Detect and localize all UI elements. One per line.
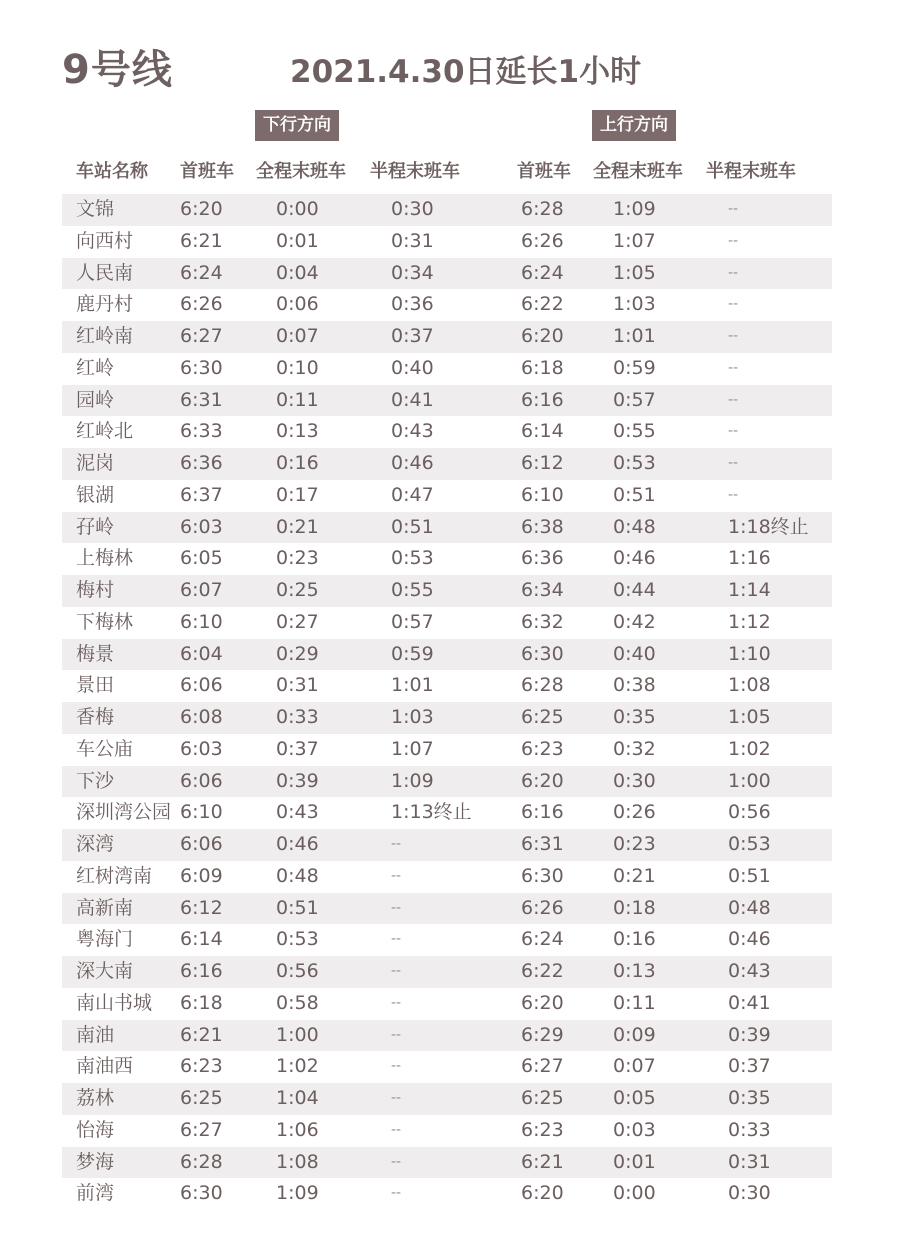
station-name-cell: 梦海 [76, 1150, 115, 1173]
table-row [62, 893, 832, 925]
down-last-half-cell: -- [391, 1026, 402, 1043]
up-last-half-cell: 0:51 [728, 864, 771, 887]
table-row [62, 797, 832, 829]
up-last-half-cell: -- [728, 201, 739, 217]
station-name-cell: 南油 [76, 1023, 115, 1046]
up-first-train-cell: 6:23 [521, 1118, 564, 1141]
down-first-train-cell: 6:07 [180, 579, 223, 601]
down-last-half-cell: -- [391, 867, 402, 884]
station-name-cell: 上梅林 [76, 547, 134, 570]
up-first-train-cell: 6:25 [521, 706, 564, 728]
down-last-half-cell: 1:13终止 [391, 801, 472, 824]
table-row [62, 1115, 832, 1147]
up-last-full-cell: 1:03 [613, 293, 656, 316]
up-last-full-cell: 0:59 [613, 356, 656, 379]
station-name-cell: 南油西 [76, 1055, 134, 1078]
up-last-half-cell: -- [728, 296, 739, 313]
down-last-half-cell: 0:31 [391, 229, 434, 252]
station-name-cell: 鹿丹村 [76, 293, 134, 316]
up-first-train-cell: 6:26 [521, 229, 564, 252]
up-first-train-cell: 6:36 [521, 547, 564, 570]
up-last-half-cell: 0:30 [728, 1182, 771, 1205]
station-name-cell: 红树湾南 [76, 864, 153, 887]
up-last-half-cell: -- [728, 328, 739, 344]
up-last-full-cell: 0:40 [613, 642, 656, 665]
down-first-train-cell: 6:03 [180, 515, 223, 538]
table-row [62, 194, 832, 226]
up-first-train-cell: 6:31 [521, 833, 564, 855]
down-last-half-cell: -- [391, 994, 402, 1011]
station-name-cell: 红岭 [76, 356, 115, 379]
up-first-train-cell: 6:34 [521, 579, 564, 601]
station-name-cell: 梅村 [76, 579, 115, 601]
down-first-train-cell: 6:08 [180, 706, 223, 728]
timetable-body [62, 194, 832, 1210]
down-last-full-cell: 0:29 [276, 642, 319, 665]
table-row [62, 1178, 832, 1210]
line-title: 9号线 [62, 47, 173, 93]
down-last-full-cell: 1:06 [276, 1118, 319, 1141]
down-last-full-cell: 0:10 [276, 356, 319, 379]
up-first-train-cell: 6:38 [521, 515, 564, 538]
station-name-cell: 银湖 [76, 483, 115, 506]
down-last-full-cell: 0:04 [276, 261, 319, 284]
down-first-train-cell: 6:25 [180, 1087, 223, 1109]
station-name-cell: 怡海 [76, 1118, 115, 1141]
up-first-train-cell: 6:26 [521, 896, 564, 919]
up-first-train-cell: 6:22 [521, 293, 564, 316]
table-row [62, 734, 832, 766]
table-row [62, 1051, 832, 1083]
header-station-name: 车站名称 [76, 161, 148, 182]
table-row [62, 1147, 832, 1179]
down-first-train-cell: 6:10 [180, 801, 223, 824]
up-first-train-cell: 6:25 [521, 1087, 564, 1109]
up-last-half-cell: 0:48 [728, 896, 771, 919]
down-last-half-cell: -- [391, 931, 402, 948]
up-last-half-cell: -- [728, 391, 739, 408]
up-last-half-cell: -- [728, 264, 739, 281]
up-last-full-cell: 0:07 [613, 1055, 656, 1078]
down-last-full-cell: 0:25 [276, 579, 319, 601]
down-last-full-cell: 0:48 [276, 864, 319, 887]
down-first-train-cell: 6:10 [180, 610, 223, 633]
table-row [62, 766, 832, 798]
up-last-full-cell: 0:44 [613, 579, 656, 601]
up-first-train-cell: 6:20 [521, 769, 564, 792]
down-direction-badge: 下行方向 [255, 110, 339, 141]
up-last-full-cell: 0:11 [613, 991, 656, 1014]
down-last-full-cell: 0:16 [276, 452, 319, 474]
down-last-half-cell: 0:47 [391, 483, 434, 506]
down-first-train-cell: 6:09 [180, 864, 223, 887]
down-last-half-cell: 0:30 [391, 198, 434, 220]
up-last-half-cell: 1:00 [728, 769, 771, 792]
up-last-half-cell: 1:08 [728, 674, 771, 697]
table-row [62, 385, 832, 417]
up-first-train-cell: 6:14 [521, 420, 564, 443]
up-first-train-cell: 6:16 [521, 801, 564, 824]
up-first-train-cell: 6:20 [521, 1182, 564, 1205]
up-first-train-cell: 6:27 [521, 1055, 564, 1078]
down-last-full-cell: 1:00 [276, 1023, 319, 1046]
down-first-train-cell: 6:16 [180, 960, 223, 982]
down-last-half-cell: 0:43 [391, 420, 434, 443]
down-last-half-cell: 1:03 [391, 706, 434, 728]
up-last-full-cell: 0:30 [613, 769, 656, 792]
down-last-full-cell: 0:23 [276, 547, 319, 570]
down-last-full-cell: 0:37 [276, 737, 319, 760]
up-last-half-cell: 1:02 [728, 737, 771, 760]
down-last-half-cell: -- [391, 1090, 402, 1106]
up-last-full-cell: 0:35 [613, 706, 656, 728]
up-last-half-cell: 0:56 [728, 801, 771, 824]
up-last-full-cell: 0:32 [613, 737, 656, 760]
down-last-full-cell: 0:56 [276, 960, 319, 982]
table-row [62, 353, 832, 385]
down-last-full-cell: 0:39 [276, 769, 319, 792]
up-last-half-cell: 0:39 [728, 1023, 771, 1046]
header-up-first-train: 首班车 [517, 161, 571, 182]
up-last-half-cell: -- [728, 455, 739, 471]
down-first-train-cell: 6:23 [180, 1055, 223, 1078]
up-last-full-cell: 0:00 [613, 1182, 656, 1205]
down-last-half-cell: -- [391, 1153, 402, 1170]
down-last-full-cell: 0:01 [276, 229, 319, 252]
down-last-full-cell: 0:27 [276, 610, 319, 633]
table-row [62, 512, 832, 544]
down-first-train-cell: 6:18 [180, 991, 223, 1014]
up-last-half-cell: 0:46 [728, 928, 771, 951]
table-row [62, 639, 832, 671]
up-last-half-cell: 1:16 [728, 547, 771, 570]
station-name-cell: 景田 [76, 674, 115, 697]
up-last-half-cell: 0:31 [728, 1150, 771, 1173]
up-last-full-cell: 0:23 [613, 833, 656, 855]
down-first-train-cell: 6:14 [180, 928, 223, 951]
down-last-full-cell: 0:46 [276, 833, 319, 855]
table-row [62, 1083, 832, 1115]
down-first-train-cell: 6:31 [180, 388, 223, 411]
table-row [62, 924, 832, 956]
up-first-train-cell: 6:24 [521, 261, 564, 284]
down-last-half-cell: -- [391, 1185, 402, 1202]
down-last-full-cell: 1:08 [276, 1150, 319, 1173]
down-last-full-cell: 0:58 [276, 991, 319, 1014]
up-first-train-cell: 6:28 [521, 198, 564, 220]
down-first-train-cell: 6:24 [180, 261, 223, 284]
table-row [62, 226, 832, 258]
up-last-full-cell: 0:13 [613, 960, 656, 982]
down-last-full-cell: 1:04 [276, 1087, 319, 1109]
station-name-cell: 泥岗 [76, 452, 115, 474]
up-direction-badge: 上行方向 [592, 110, 676, 141]
table-row [62, 416, 832, 448]
down-first-train-cell: 6:20 [180, 198, 223, 220]
station-name-cell: 文锦 [76, 198, 115, 220]
up-last-half-cell: 1:10 [728, 642, 771, 665]
up-last-full-cell: 0:38 [613, 674, 656, 697]
down-first-train-cell: 6:21 [180, 229, 223, 252]
down-first-train-cell: 6:21 [180, 1023, 223, 1046]
station-name-cell: 红岭北 [76, 420, 134, 443]
up-first-train-cell: 6:32 [521, 610, 564, 633]
down-last-full-cell: 0:13 [276, 420, 319, 443]
up-first-train-cell: 6:24 [521, 928, 564, 951]
up-last-full-cell: 0:05 [613, 1087, 656, 1109]
up-first-train-cell: 6:30 [521, 642, 564, 665]
down-first-train-cell: 6:30 [180, 1182, 223, 1205]
up-last-full-cell: 0:57 [613, 388, 656, 411]
up-last-half-cell: -- [728, 359, 739, 376]
up-last-half-cell: 0:43 [728, 960, 771, 982]
down-first-train-cell: 6:37 [180, 483, 223, 506]
station-name-cell: 人民南 [76, 261, 134, 284]
up-last-full-cell: 1:05 [613, 261, 656, 284]
down-last-full-cell: 1:02 [276, 1055, 319, 1078]
station-name-cell: 园岭 [76, 388, 115, 411]
header-down-first-train: 首班车 [180, 161, 234, 182]
table-row [62, 258, 832, 290]
up-last-full-cell: 0:46 [613, 547, 656, 570]
down-first-train-cell: 6:05 [180, 547, 223, 570]
down-first-train-cell: 6:28 [180, 1150, 223, 1173]
down-first-train-cell: 6:06 [180, 833, 223, 855]
table-row [62, 861, 832, 893]
up-first-train-cell: 6:20 [521, 325, 564, 347]
down-last-full-cell: 0:31 [276, 674, 319, 697]
down-last-full-cell: 0:43 [276, 801, 319, 824]
up-last-half-cell: 1:14 [728, 579, 771, 601]
up-first-train-cell: 6:12 [521, 452, 564, 474]
down-last-full-cell: 0:07 [276, 325, 319, 347]
down-last-full-cell: 1:09 [276, 1182, 319, 1205]
up-last-half-cell: 0:37 [728, 1055, 771, 1078]
down-last-half-cell: 0:53 [391, 547, 434, 570]
table-row [62, 321, 832, 353]
station-name-cell: 向西村 [76, 229, 134, 252]
down-last-half-cell: 0:41 [391, 388, 434, 411]
down-first-train-cell: 6:36 [180, 452, 223, 474]
up-last-half-cell: -- [728, 232, 739, 249]
up-last-half-cell: -- [728, 486, 739, 503]
up-first-train-cell: 6:22 [521, 960, 564, 982]
station-name-cell: 粤海门 [76, 928, 134, 951]
table-row [62, 829, 832, 861]
up-last-full-cell: 0:26 [613, 801, 656, 824]
down-last-half-cell: 0:57 [391, 610, 434, 633]
up-first-train-cell: 6:16 [521, 388, 564, 411]
down-last-half-cell: 0:55 [391, 579, 434, 601]
down-last-half-cell: -- [391, 1058, 402, 1075]
up-last-full-cell: 0:42 [613, 610, 656, 633]
station-name-cell: 前湾 [76, 1182, 115, 1205]
station-name-cell: 梅景 [76, 642, 115, 665]
station-name-cell: 下梅林 [76, 610, 134, 633]
up-first-train-cell: 6:23 [521, 737, 564, 760]
down-last-full-cell: 0:53 [276, 928, 319, 951]
down-last-half-cell: -- [391, 963, 402, 979]
down-first-train-cell: 6:30 [180, 356, 223, 379]
up-last-full-cell: 0:51 [613, 483, 656, 506]
down-first-train-cell: 6:03 [180, 737, 223, 760]
up-first-train-cell: 6:29 [521, 1023, 564, 1046]
up-last-full-cell: 0:16 [613, 928, 656, 951]
up-first-train-cell: 6:20 [521, 991, 564, 1014]
up-first-train-cell: 6:18 [521, 356, 564, 379]
up-first-train-cell: 6:21 [521, 1150, 564, 1173]
up-last-half-cell: 1:05 [728, 706, 771, 728]
up-last-full-cell: 0:18 [613, 896, 656, 919]
up-last-half-cell: 0:33 [728, 1118, 771, 1141]
up-last-half-cell: 0:35 [728, 1087, 771, 1109]
down-first-train-cell: 6:27 [180, 1118, 223, 1141]
up-first-train-cell: 6:10 [521, 483, 564, 506]
station-name-cell: 下沙 [76, 769, 115, 792]
station-name-cell: 红岭南 [76, 325, 134, 347]
header-up-last-half: 半程末班车 [706, 161, 796, 182]
up-last-full-cell: 0:03 [613, 1118, 656, 1141]
table-row [62, 702, 832, 734]
table-row [62, 670, 832, 702]
down-first-train-cell: 6:33 [180, 420, 223, 443]
table-row [62, 1020, 832, 1052]
up-last-full-cell: 1:09 [613, 198, 656, 220]
up-first-train-cell: 6:30 [521, 864, 564, 887]
station-name-cell: 香梅 [76, 706, 115, 728]
table-row [62, 543, 832, 575]
header-up-last-full: 全程末班车 [593, 161, 683, 182]
up-last-half-cell: 0:41 [728, 991, 771, 1014]
up-last-half-cell: -- [728, 423, 739, 440]
down-last-half-cell: 1:01 [391, 674, 434, 697]
table-row [62, 607, 832, 639]
station-name-cell: 车公庙 [76, 737, 134, 760]
down-last-half-cell: 0:37 [391, 325, 434, 347]
up-last-full-cell: 1:01 [613, 325, 656, 347]
down-last-half-cell: 0:40 [391, 356, 434, 379]
down-last-full-cell: 0:17 [276, 483, 319, 506]
down-first-train-cell: 6:06 [180, 674, 223, 697]
table-row [62, 956, 832, 988]
up-last-full-cell: 0:09 [613, 1023, 656, 1046]
down-last-half-cell: -- [391, 836, 402, 852]
down-last-full-cell: 0:21 [276, 515, 319, 538]
down-last-full-cell: 0:33 [276, 706, 319, 728]
down-first-train-cell: 6:27 [180, 325, 223, 347]
up-last-full-cell: 1:07 [613, 229, 656, 252]
down-last-full-cell: 0:06 [276, 293, 319, 316]
table-row [62, 289, 832, 321]
header-down-last-full: 全程末班车 [256, 161, 346, 182]
table-row [62, 448, 832, 480]
down-last-half-cell: 0:36 [391, 293, 434, 316]
down-last-full-cell: 0:11 [276, 388, 319, 411]
down-first-train-cell: 6:04 [180, 642, 223, 665]
down-last-half-cell: -- [391, 899, 402, 916]
table-row [62, 480, 832, 512]
station-name-cell: 南山书城 [76, 991, 153, 1014]
station-name-cell: 高新南 [76, 896, 134, 919]
station-name-cell: 孖岭 [76, 515, 115, 538]
down-first-train-cell: 6:26 [180, 293, 223, 316]
table-row [62, 988, 832, 1020]
up-last-half-cell: 1:12 [728, 610, 771, 633]
extension-notice: 2021.4.30日延长1小时 [290, 54, 642, 90]
header-down-last-half: 半程末班车 [370, 161, 460, 182]
down-last-half-cell: 0:59 [391, 642, 434, 665]
down-first-train-cell: 6:12 [180, 896, 223, 919]
down-last-full-cell: 0:51 [276, 896, 319, 919]
up-last-half-cell: 1:18终止 [728, 515, 809, 538]
up-last-full-cell: 0:53 [613, 452, 656, 474]
station-name-cell: 荔林 [76, 1087, 115, 1109]
up-last-full-cell: 0:01 [613, 1150, 656, 1173]
table-row [62, 575, 832, 607]
down-last-full-cell: 0:00 [276, 198, 319, 220]
down-last-half-cell: 0:51 [391, 515, 434, 538]
down-last-half-cell: 0:34 [391, 261, 434, 284]
down-last-half-cell: 1:07 [391, 737, 434, 760]
station-name-cell: 深大南 [76, 960, 134, 982]
down-last-half-cell: -- [391, 1121, 402, 1138]
up-last-full-cell: 0:48 [613, 515, 656, 538]
station-name-cell: 深湾 [76, 833, 115, 855]
down-last-half-cell: 1:09 [391, 769, 434, 792]
down-first-train-cell: 6:06 [180, 769, 223, 792]
up-last-full-cell: 0:55 [613, 420, 656, 443]
station-name-cell: 深圳湾公园 [76, 801, 172, 824]
up-first-train-cell: 6:28 [521, 674, 564, 697]
up-last-full-cell: 0:21 [613, 864, 656, 887]
up-last-half-cell: 0:53 [728, 833, 771, 855]
down-last-half-cell: 0:46 [391, 452, 434, 474]
